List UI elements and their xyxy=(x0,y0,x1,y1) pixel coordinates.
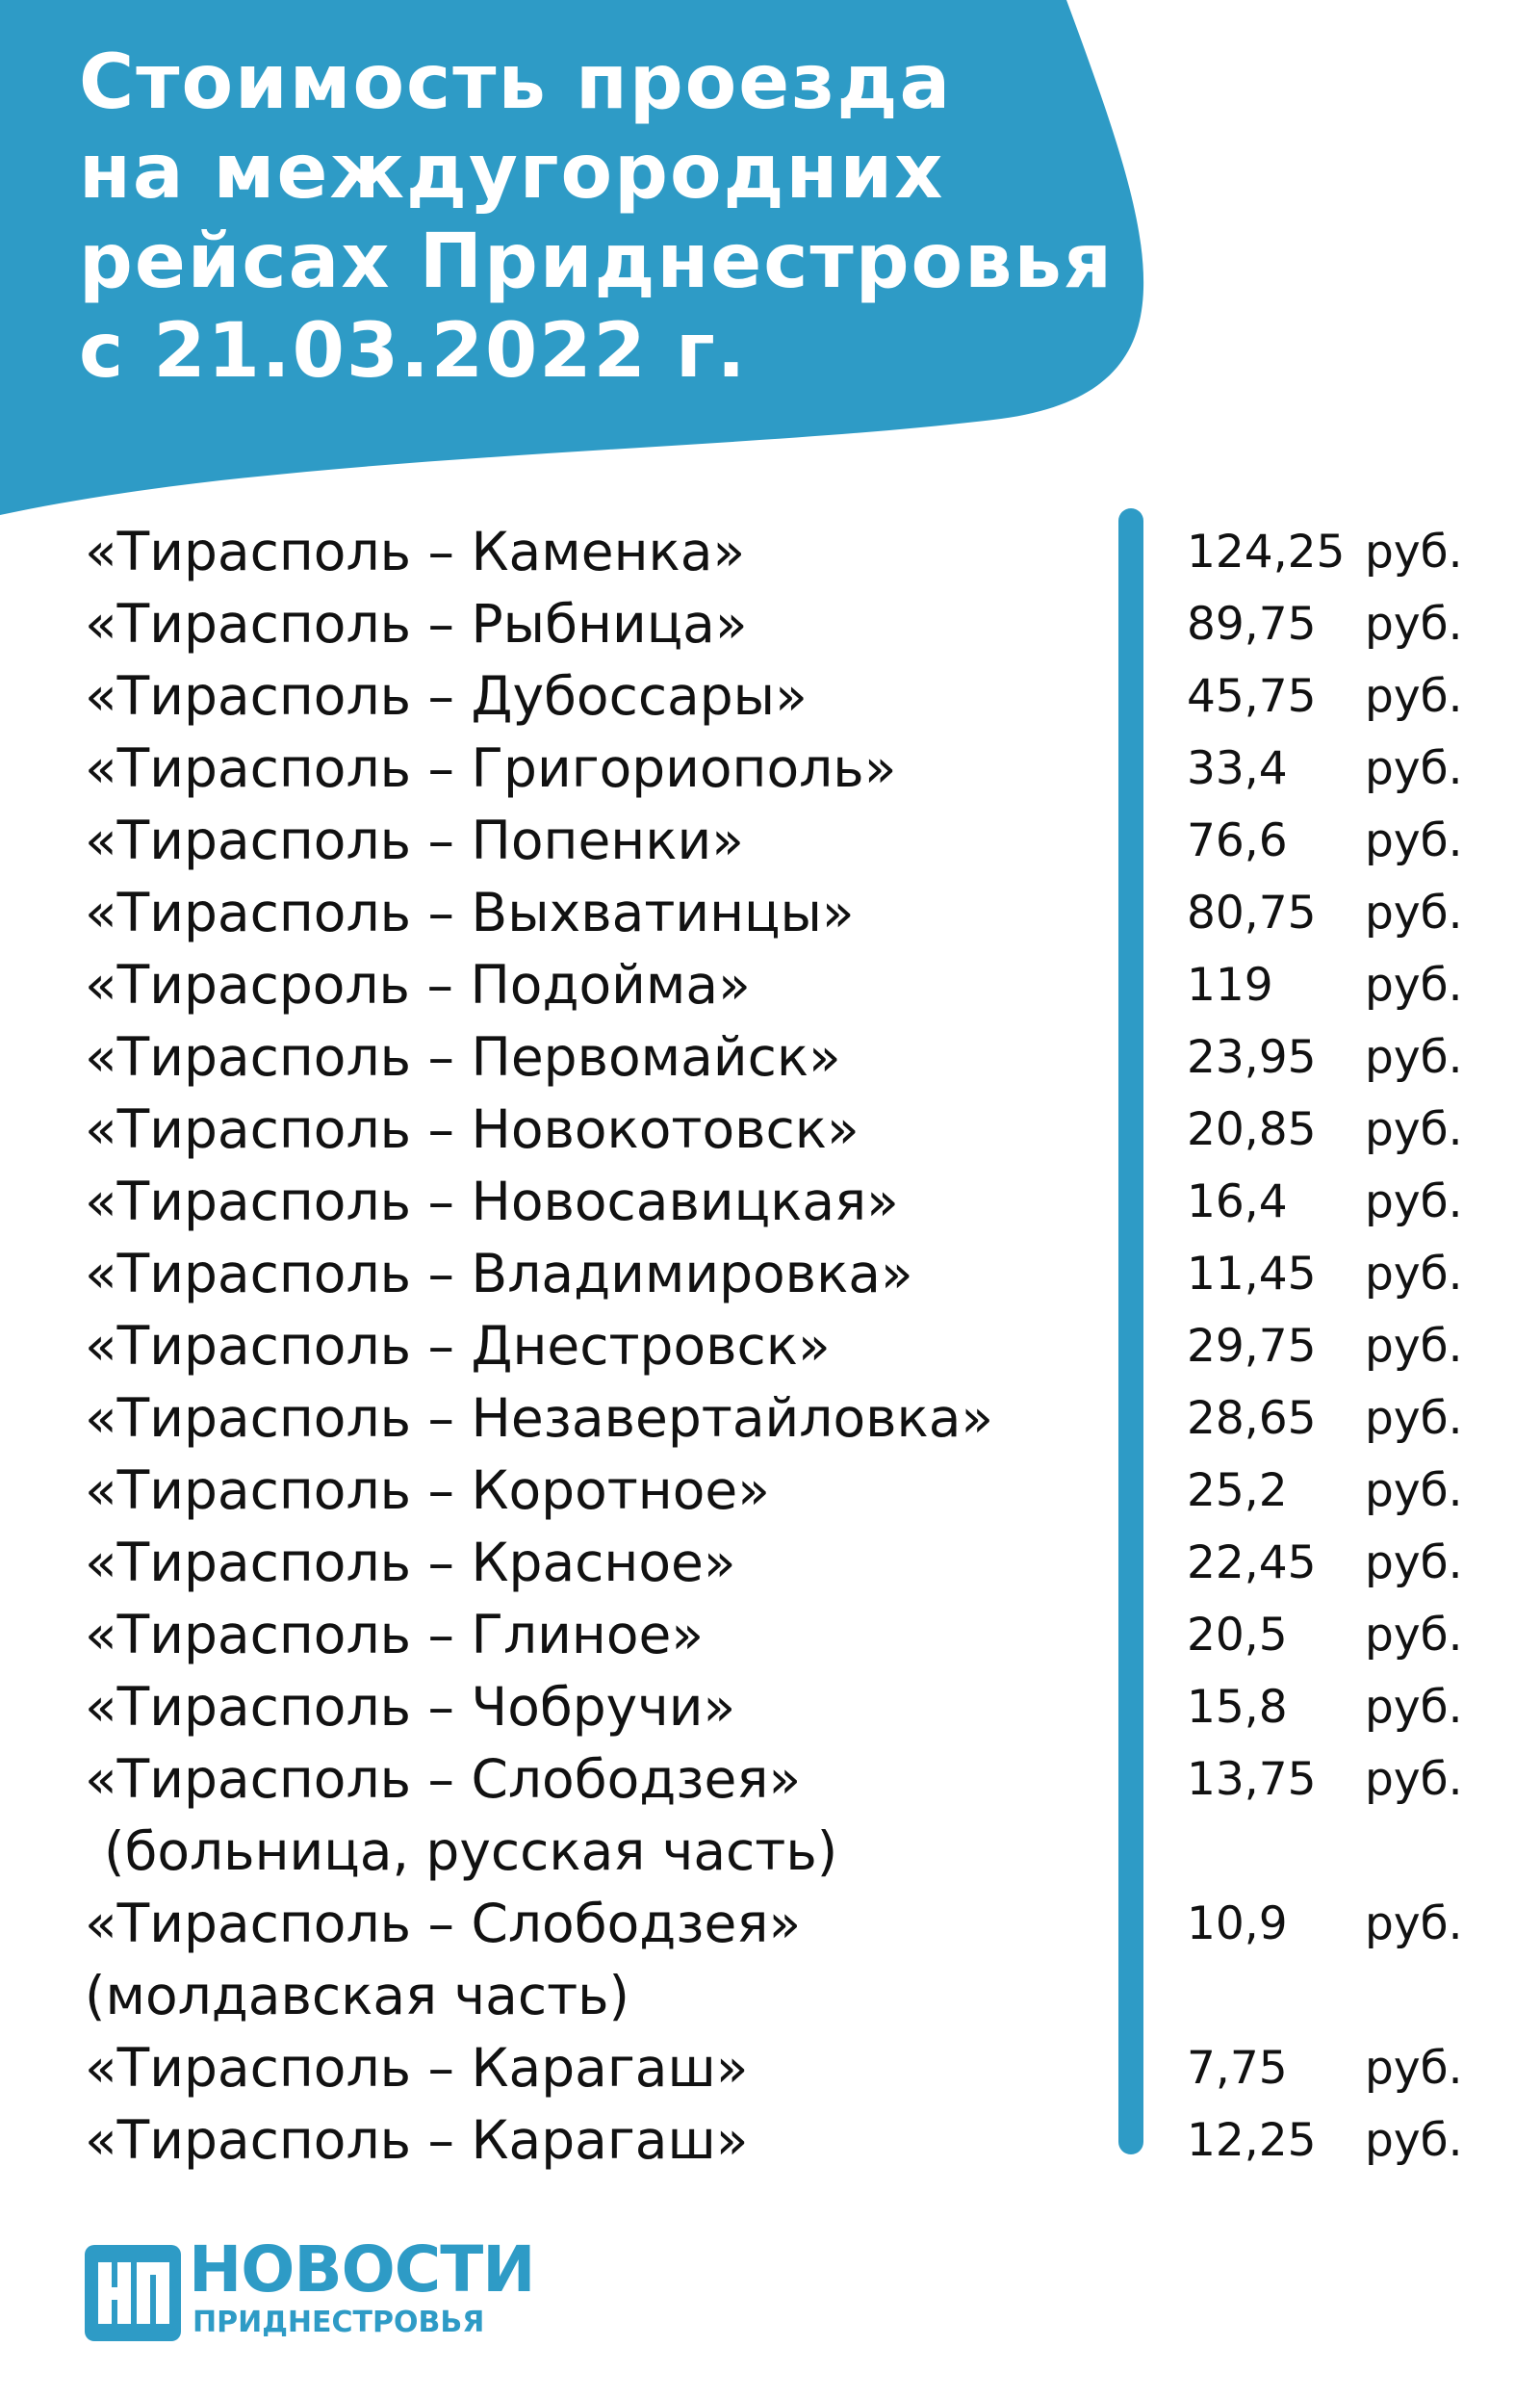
fare-row xyxy=(85,1021,1490,1094)
fare-price: 23,95 xyxy=(1187,1031,1317,1084)
route-note: (молдавская часть) xyxy=(85,1965,629,2026)
route-label: «Тирасполь – Попенки» xyxy=(85,810,744,871)
route-label: «Тирасполь – Незавертайловка» xyxy=(85,1387,994,1449)
currency-unit: руб. xyxy=(1365,1681,1463,1734)
route-label: «Тирасполь – Первомайск» xyxy=(85,1026,841,1088)
fare-price: 45,75 xyxy=(1187,670,1317,723)
fare-price: 10,9 xyxy=(1187,1897,1288,1950)
currency-unit: руб. xyxy=(1365,1103,1463,1156)
logo-wordmark: НОВОСТИ xyxy=(189,2232,535,2307)
route-name xyxy=(85,516,1115,588)
fare-row xyxy=(85,1599,1490,1671)
page-title xyxy=(79,39,1114,397)
route-name xyxy=(85,1671,1115,1743)
fare-row xyxy=(85,588,1490,660)
fare-row xyxy=(85,1238,1490,1310)
currency-unit: руб. xyxy=(1365,1175,1463,1228)
currency-unit: руб. xyxy=(1365,1031,1463,1084)
fare-price: 29,75 xyxy=(1187,1320,1317,1373)
fare-price: 76,6 xyxy=(1187,814,1288,867)
currency-unit: руб. xyxy=(1365,742,1463,795)
route-name xyxy=(85,949,1115,1021)
title-line: на междугородних xyxy=(79,129,945,216)
route-label: «Тирасполь – Глиное» xyxy=(85,1604,705,1665)
fare-price: 25,2 xyxy=(1187,1464,1288,1517)
currency-unit: руб. xyxy=(1365,1753,1463,1806)
route-label: «Тирасполь – Дубоссары» xyxy=(85,665,808,727)
currency-unit: руб. xyxy=(1365,1320,1463,1373)
route-name xyxy=(85,2104,1115,2177)
currency-unit: руб. xyxy=(1365,1464,1463,1517)
route-name xyxy=(85,877,1115,949)
currency-unit: руб. xyxy=(1365,598,1463,651)
fare-row xyxy=(85,2032,1490,2104)
fare-price: 11,45 xyxy=(1187,1248,1317,1301)
fare-price: 7,75 xyxy=(1187,2042,1288,2095)
fare-price: 33,4 xyxy=(1187,742,1288,795)
currency-unit: руб. xyxy=(1365,1609,1463,1662)
fare-row xyxy=(85,2104,1490,2177)
fare-row xyxy=(85,1527,1490,1599)
route-name xyxy=(85,1382,1115,1455)
title-line: Стоимость проезда xyxy=(79,39,953,126)
route-name xyxy=(85,1888,1115,2032)
route-name xyxy=(85,733,1115,805)
currency-unit: руб. xyxy=(1365,1392,1463,1445)
route-name xyxy=(85,1455,1115,1527)
route-label: «Тирасполь – Слободзея» xyxy=(85,1893,802,1954)
title-line: рейсах Приднестровья xyxy=(79,219,1114,305)
currency-unit: руб. xyxy=(1365,526,1463,579)
fare-row xyxy=(85,733,1490,805)
route-label: «Тирасполь – Слободзея» xyxy=(85,1748,802,1810)
route-label: «Тирасполь – Новосавицкая» xyxy=(85,1171,899,1232)
route-note: (больница, русская часть) xyxy=(104,1820,838,1882)
currency-unit: руб. xyxy=(1365,814,1463,867)
route-name xyxy=(85,1743,1115,1888)
route-name xyxy=(85,805,1115,877)
route-label: «Тирасполь – Новокотовск» xyxy=(85,1098,860,1160)
fare-row xyxy=(85,1743,1490,1888)
currency-unit: руб. xyxy=(1365,887,1463,940)
fare-row xyxy=(85,660,1490,733)
route-label: «Тирасполь – Григориополь» xyxy=(85,737,897,799)
currency-unit: руб. xyxy=(1365,2114,1463,2167)
route-label: «Тирасполь – Карагаш» xyxy=(85,2109,749,2171)
fare-price: 22,45 xyxy=(1187,1536,1317,1589)
fare-price: 20,5 xyxy=(1187,1609,1288,1662)
fare-price: 89,75 xyxy=(1187,598,1317,651)
fare-row xyxy=(85,805,1490,877)
route-name xyxy=(85,1527,1115,1599)
title-line: с 21.03.2022 г. xyxy=(79,308,748,395)
route-name xyxy=(85,1021,1115,1094)
fare-row xyxy=(85,1310,1490,1382)
logo-mark-icon xyxy=(85,2245,181,2341)
currency-unit: руб. xyxy=(1365,1897,1463,1950)
route-label: «Тирасполь – Владимировка» xyxy=(85,1243,913,1304)
currency-unit: руб. xyxy=(1365,2042,1463,2095)
fare-price: 20,85 xyxy=(1187,1103,1317,1156)
route-label: «Тирасполь – Днестровск» xyxy=(85,1315,831,1377)
route-label: «Тирасполь – Коротное» xyxy=(85,1459,770,1521)
route-name xyxy=(85,1599,1115,1671)
fare-price: 12,25 xyxy=(1187,2114,1317,2167)
fare-price: 13,75 xyxy=(1187,1753,1317,1806)
fare-row xyxy=(85,1166,1490,1238)
route-name xyxy=(85,1238,1115,1310)
currency-unit: руб. xyxy=(1365,959,1463,1012)
fare-price: 15,8 xyxy=(1187,1681,1288,1734)
fare-row xyxy=(85,1671,1490,1743)
fare-row xyxy=(85,1382,1490,1455)
fare-price: 80,75 xyxy=(1187,887,1317,940)
fare-price: 124,25 xyxy=(1187,526,1346,579)
fare-list xyxy=(85,516,1490,2177)
currency-unit: руб. xyxy=(1365,1248,1463,1301)
route-name xyxy=(85,660,1115,733)
route-label: «Тирасполь – Каменка» xyxy=(85,521,746,582)
fare-row xyxy=(85,877,1490,949)
fare-price: 119 xyxy=(1187,959,1273,1012)
route-label: «Тирасроль – Подойма» xyxy=(85,954,751,1016)
fare-row xyxy=(85,516,1490,588)
fare-row xyxy=(85,1094,1490,1166)
currency-unit: руб. xyxy=(1365,670,1463,723)
route-label: «Тирасполь – Красное» xyxy=(85,1532,736,1593)
route-name xyxy=(85,2032,1115,2104)
route-label: «Тирасполь – Карагаш» xyxy=(85,2037,749,2099)
route-label: «Тирасполь – Рыбница» xyxy=(85,593,748,655)
fare-price: 28,65 xyxy=(1187,1392,1317,1445)
fare-row xyxy=(85,949,1490,1021)
route-name xyxy=(85,588,1115,660)
currency-unit: руб. xyxy=(1365,1536,1463,1589)
logo-subtitle: ПРИДНЕСТРОВЬЯ xyxy=(192,2306,485,2339)
fare-row xyxy=(85,1888,1490,2032)
fare-row xyxy=(85,1455,1490,1527)
route-name xyxy=(85,1310,1115,1382)
brand-logo xyxy=(85,2232,566,2347)
route-name xyxy=(85,1094,1115,1166)
route-name xyxy=(85,1166,1115,1238)
route-label: «Тирасполь – Выхватинцы» xyxy=(85,882,855,943)
route-label: «Тирасполь – Чобручи» xyxy=(85,1676,736,1738)
fare-price: 16,4 xyxy=(1187,1175,1288,1228)
